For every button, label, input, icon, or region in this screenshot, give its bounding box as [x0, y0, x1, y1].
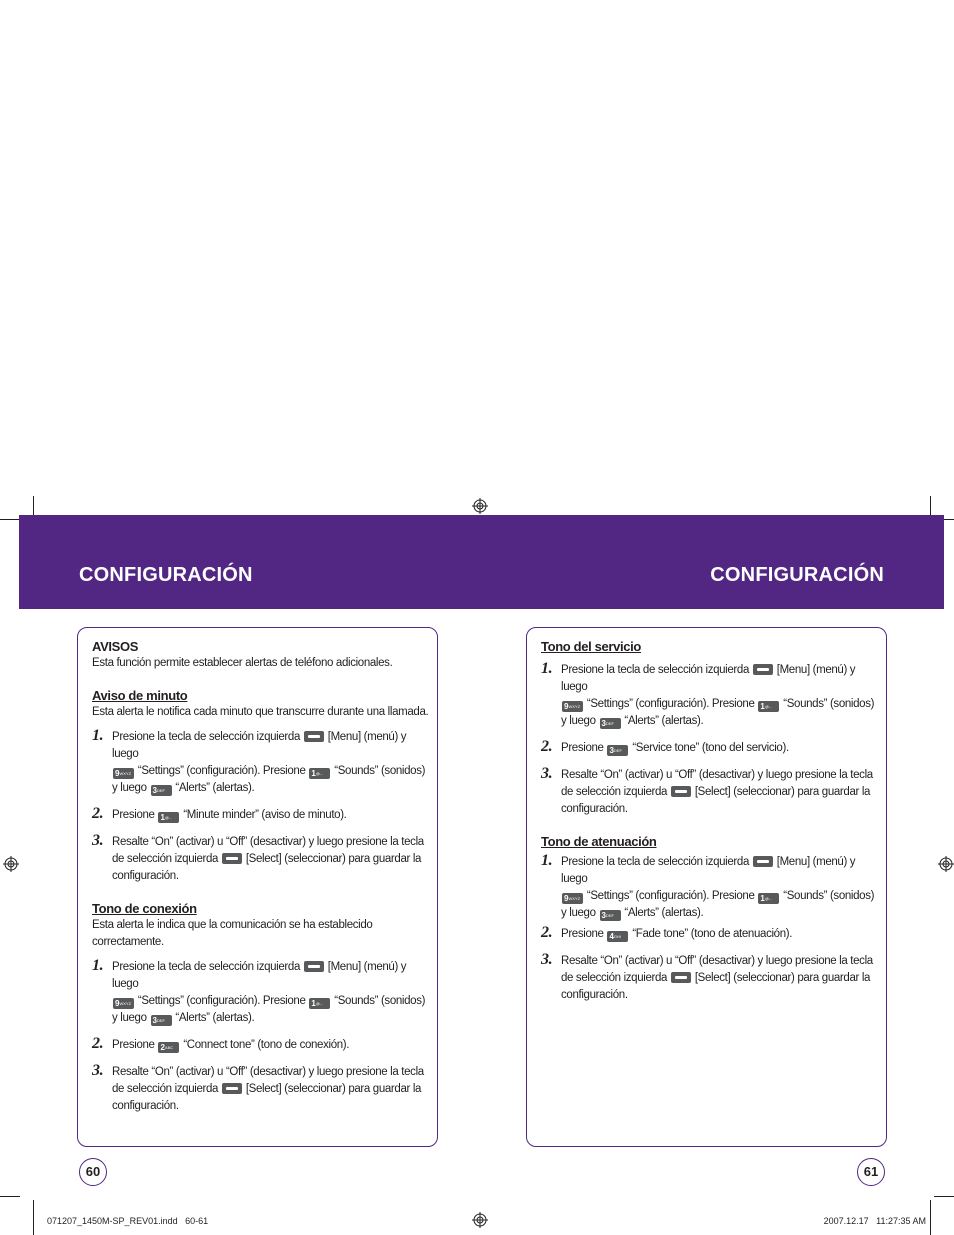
step-number: 2.: [541, 738, 553, 755]
footer-file-name: 071207_1450M-SP_REV01.indd 60-61: [47, 1216, 209, 1226]
section-title-tono-conexion: Tono de conexión: [92, 901, 197, 916]
key-1-icon: 1@.-: [158, 812, 179, 823]
step-1: 1. Presione la tecla de selección izquierda [Menu] (menú) y luego 9WXYZ “Settings” (configuración). Presione 1@.- “Sounds” (sonidos) y luego 3DEF “Alerts” (alertas).: [541, 852, 875, 920]
left-softkey-icon: [222, 1083, 242, 1094]
step-number: 3.: [92, 832, 104, 849]
step-number: 2.: [92, 1035, 104, 1052]
key-1-icon: 1@.-: [758, 701, 779, 712]
section-description: Esta alerta le indica que la comunicación se ha establecido: [92, 919, 373, 931]
step-number: 3.: [541, 765, 553, 782]
registration-mark-icon: [3, 856, 19, 872]
step-2: 2. Presione 2ABC “Connect tone” (tono de conexión).: [92, 1035, 350, 1052]
right-content: [541, 638, 881, 1004]
page-number-left: 60: [79, 1158, 107, 1186]
left-softkey-icon: [304, 731, 324, 742]
key-9-icon: 9WXYZ: [113, 998, 134, 1009]
registration-mark-icon: [938, 856, 954, 872]
step-2: 2. Presione 4GHI “Fade tone” (tono de atenuación).: [541, 924, 793, 941]
left-softkey-icon: [222, 853, 242, 864]
step-number: 3.: [92, 1062, 104, 1079]
crop-mark: [0, 519, 20, 520]
key-1-icon: 1@.-: [309, 998, 330, 1009]
footer-timestamp: 2007.12.17 11:27:35 AM: [823, 1216, 926, 1226]
step-2: 2. Presione 3DEF “Service tone” (tono del servicio).: [541, 738, 789, 755]
registration-mark-icon: [472, 498, 488, 514]
section-title-tono-servicio: Tono del servicio: [541, 639, 641, 654]
crop-mark: [930, 1200, 931, 1235]
step-3: 3. Resalte “On” (activar) u “Off” (desactivar) y luego presione la tecla de selección izquierda [Select] (seleccionar) para guardar la configuración.: [541, 765, 873, 815]
step-number: 1.: [92, 727, 104, 744]
step-3: 3. Resalte “On” (activar) u “Off” (desactivar) y luego presione la tecla de selección izquierda [Select] (seleccionar) para guardar la configuración.: [92, 1062, 424, 1112]
registration-mark-icon: [472, 1212, 488, 1228]
step-number: 1.: [92, 957, 104, 974]
section-title-aviso-minuto: Aviso de minuto: [92, 688, 188, 703]
section-description: correctamente.: [92, 936, 164, 948]
crop-mark: [0, 1196, 20, 1197]
step-1: 1. Presione la tecla de selección izquierda [Menu] (menú) y luego 9WXYZ “Settings” (configuración). Presione 1@.- “Sounds” (sonidos) y luego 3DEF “Alerts” (alertas).: [92, 727, 426, 795]
step-number: 2.: [92, 805, 104, 822]
left-softkey-icon: [753, 856, 773, 867]
left-softkey-icon: [304, 961, 324, 972]
key-9-icon: 9WXYZ: [113, 768, 134, 779]
section-title-avisos: AVISOS: [92, 639, 139, 654]
step-number: 2.: [541, 924, 553, 941]
step-3: 3. Resalte “On” (activar) u “Off” (desactivar) y luego presione la tecla de selección izquierda [Select] (seleccionar) para guardar la configuración.: [541, 951, 873, 1001]
header-band: [19, 515, 944, 609]
step-number: 3.: [541, 951, 553, 968]
key-1-icon: 1@.-: [309, 768, 330, 779]
key-2-icon: 2ABC: [158, 1042, 179, 1053]
left-softkey-icon: [671, 786, 691, 797]
key-3-icon: 3DEF: [151, 1015, 172, 1026]
key-9-icon: 9WXYZ: [562, 701, 583, 712]
crop-mark: [33, 1200, 34, 1235]
page-title-right: CONFIGURACIÓN: [710, 564, 884, 586]
key-3-icon: 3DEF: [151, 785, 172, 796]
step-1: 1. Presione la tecla de selección izquierda [Menu] (menú) y luego 9WXYZ “Settings” (configuración). Presione 1@.- “Sounds” (sonidos) y luego 3DEF “Alerts” (alertas).: [92, 957, 426, 1025]
left-content: [92, 638, 432, 1115]
step-number: 1.: [541, 852, 553, 869]
step-2: 2. Presione 1@.- “Minute minder” (aviso de minuto).: [92, 805, 347, 822]
key-3-icon: 3DEF: [600, 718, 621, 729]
crop-mark: [934, 1196, 954, 1197]
key-3-icon: 3DEF: [600, 910, 621, 921]
key-3-icon: 3DEF: [607, 745, 628, 756]
section-description: Esta alerta le notifica cada minuto que transcurre durante una llamada.: [92, 706, 429, 718]
left-softkey-icon: [753, 664, 773, 675]
step-1: 1. Presione la tecla de selección izquierda [Menu] (menú) y luego 9WXYZ “Settings” (configuración). Presione 1@.- “Sounds” (sonidos) y luego 3DEF “Alerts” (alertas).: [541, 660, 875, 728]
section-title-tono-atenuacion: Tono de atenuación: [541, 834, 657, 849]
left-softkey-icon: [671, 972, 691, 983]
section-description: Esta función permite establecer alertas de teléfono adicionales.: [92, 657, 393, 669]
page-title-left: CONFIGURACIÓN: [79, 564, 253, 586]
step-3: 3. Resalte “On” (activar) u “Off” (desactivar) y luego presione la tecla de selección izquierda [Select] (seleccionar) para guardar la configuración.: [92, 832, 424, 882]
key-1-icon: 1@.-: [758, 893, 779, 904]
key-9-icon: 9WXYZ: [562, 893, 583, 904]
key-4-icon: 4GHI: [607, 931, 628, 942]
step-number: 1.: [541, 660, 553, 677]
page-number-right: 61: [857, 1158, 885, 1186]
